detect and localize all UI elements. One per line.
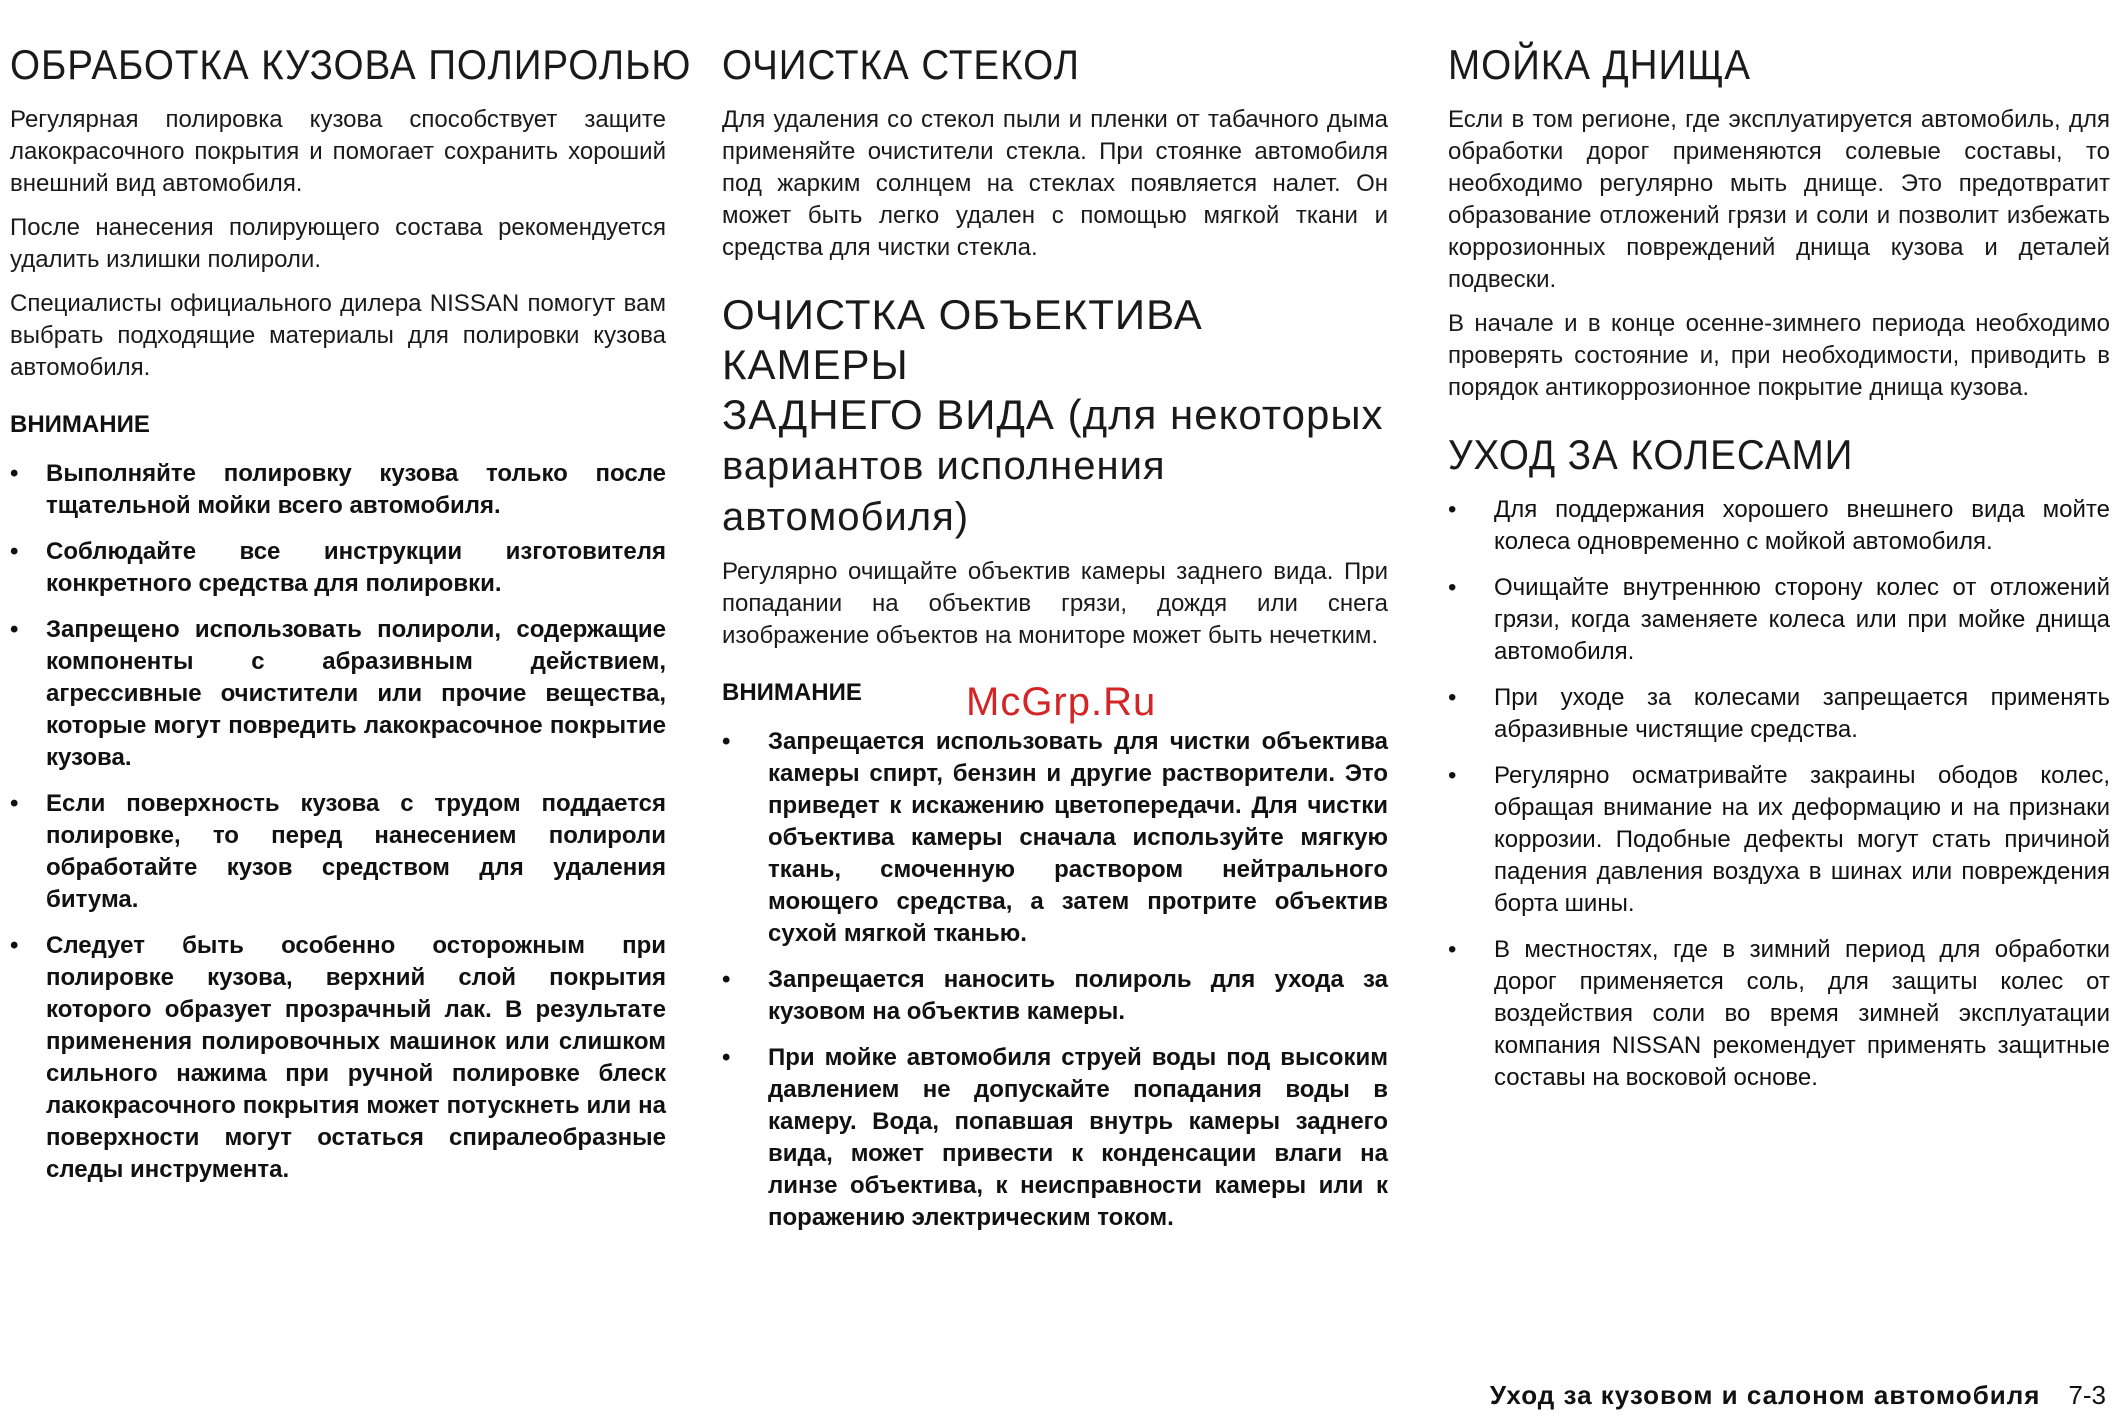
list-item: • Запрещается использовать для чистки объектива камеры спирт, бензин и другие растворители. Это приведет к искажению цветопередачи. Для чистки объектива камеры сначала используйте мягкую ткань, смоченную раствором нейтрального моющего средства, а затем протрите объектив сухой мягкой тканью.: [722, 728, 1388, 947]
list-item: • Следует быть особенно осторожным при полировке кузова, верхний слой покрытия которого образует прозрачный лак. В результате применения полировочных машинок или слишком сильного нажима при ручной полировке блеск лакокрасочного покрытия может потускнеть или на поверхности могут остаться спиралеобразные следы инструмента.: [10, 932, 666, 1183]
paragraph: Если в том регионе, где эксплуатируется автомобиль, для обработки дорог применяются солевые составы, то необходимо регулярно мыть днище. Это предотвратит образование отложений грязи и соли и позволит избежать коррозионных повреждений днища кузова и деталей подвески.: [1448, 106, 2110, 293]
list-item: • В местностях, где в зимний период для обработки дорог применяется соль, для защиты колес от воздействия соли во время зимней эксплуатации компания NISSAN рекомендует применять защитные составы на восковой основе.: [1448, 936, 2110, 1091]
heading-underbody-wash: МОЙКА ДНИЩА: [1448, 41, 1751, 88]
bullet-icon: •: [1448, 496, 1457, 523]
page-number: 7-3: [2068, 1380, 2106, 1410]
watermark: McGrp.Ru: [966, 680, 1157, 724]
list-item: • Выполняйте полировку кузова только после тщательной мойки всего автомобиля.: [10, 460, 666, 519]
page-footer: [1490, 1380, 2106, 1410]
list-item: • Соблюдайте все инструкции изготовителя конкретного средства для полировки.: [10, 538, 666, 597]
list-item: • Для поддержания хорошего внешнего вида мойте колеса одновременно с мойкой автомобиля.: [1448, 496, 2110, 555]
bullet-icon: •: [1448, 574, 1457, 601]
bullet-icon: •: [1448, 762, 1457, 789]
paragraph: После нанесения полирующего состава рекомендуется удалить излишки полироли.: [10, 214, 666, 273]
footer-section-title: Уход за кузовом и салоном автомобиля: [1489, 1380, 2041, 1410]
wheel-care-list: [1448, 494, 2110, 1094]
paragraph: Специалисты официального дилера NISSAN помогут вам выбрать подходящие материалы для полировки кузова автомобиля.: [10, 290, 666, 381]
bullet-icon: •: [1448, 936, 1457, 963]
paragraph: Для удаления со стекол пыли и пленки от табачного дыма применяйте очистители стекла. При стоянке автомобиля под жарким солнцем на стеклах появляется налет. Он может быть легко удален с помощью мягкой ткани и средства для чистки стекла.: [722, 106, 1388, 261]
column-glass-camera: [722, 40, 1388, 1248]
warning-list: [722, 726, 1388, 1234]
warning-title: ВНИМАНИЕ: [722, 679, 862, 706]
list-item: • Запрещено использовать полироли, содержащие компоненты с абразивным действием, агрессивные очистители или прочие вещества, которые могут повредить лакокрасочное покрытие кузова.: [10, 616, 666, 771]
column-polishing: [10, 40, 692, 1200]
column-underbody-wheels: [1448, 40, 2110, 1108]
heading-glass-cleaning: ОЧИСТКА СТЕКОЛ: [722, 41, 1080, 88]
bullet-icon: •: [722, 1044, 731, 1071]
bullet-icon: •: [10, 616, 19, 643]
paragraph: Регулярно очищайте объектив камеры заднего вида. При попадании на объектив грязи, дождя или снега изображение объектов на мониторе может быть нечетким.: [722, 558, 1388, 649]
heading-polishing: ОБРАБОТКА КУЗОВА ПОЛИРОЛЬЮ: [10, 41, 692, 88]
list-item: • При мойке автомобиля струей воды под высоким давлением не допускайте попадания воды в камеру. Вода, попавшая внутрь камеры заднего вида, может привести к конденсации влаги на линзе объектива, к неисправности камеры или к поражению электрическим током.: [722, 1044, 1388, 1231]
bullet-icon: •: [10, 460, 19, 487]
paragraph: Регулярная полировка кузова способствует защите лакокрасочного покрытия и помогает сохранить хороший внешний вид автомобиля.: [10, 106, 666, 197]
bullet-icon: •: [722, 728, 731, 755]
bullet-icon: •: [10, 790, 19, 817]
bullet-icon: •: [10, 538, 19, 565]
bullet-icon: •: [722, 966, 731, 993]
heading-wheel-care: УХОД ЗА КОЛЕСАМИ: [1448, 431, 1854, 478]
bullet-icon: •: [10, 932, 19, 959]
list-item: • Очищайте внутреннюю сторону колес от отложений грязи, когда заменяете колеса или при мойке днища автомобиля.: [1448, 574, 2110, 665]
heading-camera-cleaning: ОЧИСТКА ОБЪЕКТИВА КАМЕРЫ ЗАДНЕГО ВИДА (для некоторых вариантов исполнения автомобиля): [722, 291, 1384, 539]
warning-list: [10, 458, 666, 1186]
bullet-icon: •: [1448, 684, 1457, 711]
list-item: • При уходе за колесами запрещается применять абразивные чистящие средства.: [1448, 684, 2110, 743]
paragraph: В начале и в конце осенне-зимнего периода необходимо проверять состояние и, при необходимости, приводить в порядок антикоррозионное покрытие днища кузова.: [1448, 310, 2110, 401]
warning-title: ВНИМАНИЕ: [10, 411, 150, 438]
list-item: • Если поверхность кузова с трудом поддается полировке, то перед нанесением полироли обработайте кузов средством для удаления битума.: [10, 790, 666, 913]
list-item: • Регулярно осматривайте закраины ободов колес, обращая внимание на их деформацию и на признаки коррозии. Подобные дефекты могут стать причиной падения давления воздуха в шинах или повреждения борта шины.: [1448, 762, 2110, 917]
list-item: • Запрещается наносить полироль для ухода за кузовом на объектив камеры.: [722, 966, 1388, 1025]
